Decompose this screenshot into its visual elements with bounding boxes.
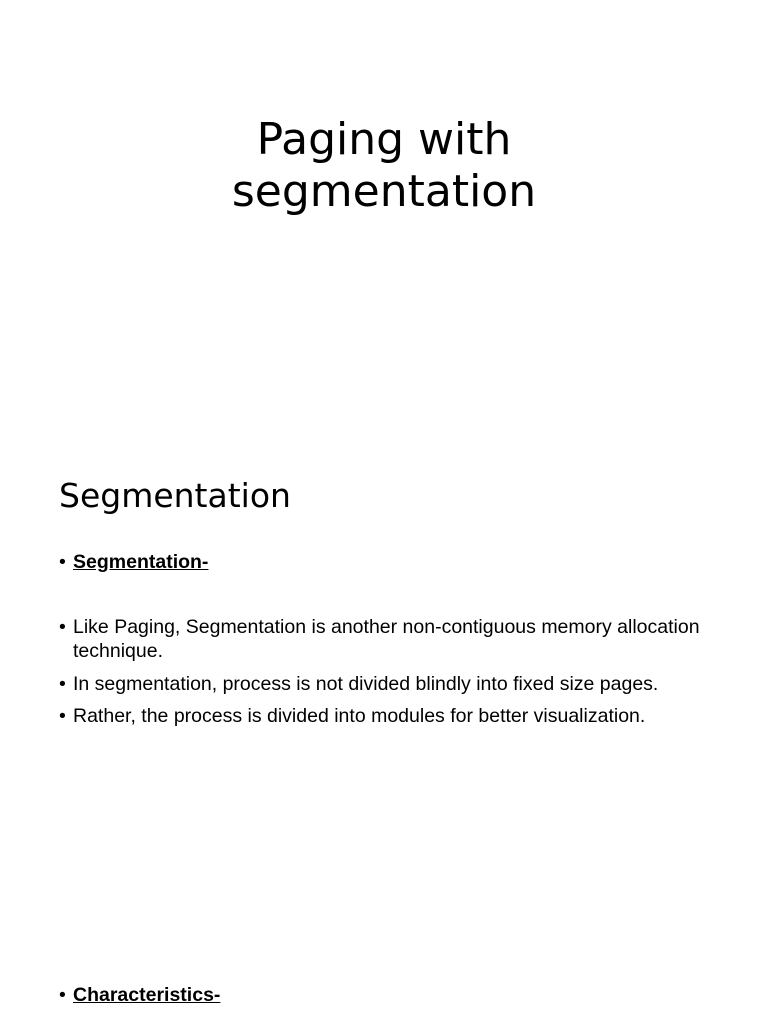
slide-title-line-1: Paging with bbox=[256, 114, 512, 165]
bullet-text: Segmentation- bbox=[73, 551, 209, 573]
section-heading: Segmentation bbox=[59, 476, 291, 515]
bullet-marker: • bbox=[59, 616, 66, 638]
bullet-marker: • bbox=[59, 705, 66, 727]
bullet-marker: • bbox=[59, 551, 66, 573]
slide-title-line-2: segmentation bbox=[231, 166, 537, 217]
bullet-text: Characteristics- bbox=[73, 984, 221, 1006]
bullet-segmentation-subhead bbox=[59, 550, 719, 574]
bullet-item bbox=[59, 672, 719, 696]
bullet-marker: • bbox=[59, 984, 66, 1006]
bullet-characteristics-subhead bbox=[59, 983, 719, 1007]
bullet-text: Rather, the process is divided into modules for better visualization. bbox=[73, 705, 646, 727]
slide-title bbox=[0, 114, 768, 218]
bullet-text: In segmentation, process is not divided blindly into fixed size pages. bbox=[73, 673, 659, 695]
bullet-item bbox=[59, 704, 719, 728]
bullet-text: Like Paging, Segmentation is another non-contiguous memory allocation technique. bbox=[73, 616, 700, 662]
bullet-item bbox=[59, 615, 719, 663]
bullet-marker: • bbox=[59, 673, 66, 695]
